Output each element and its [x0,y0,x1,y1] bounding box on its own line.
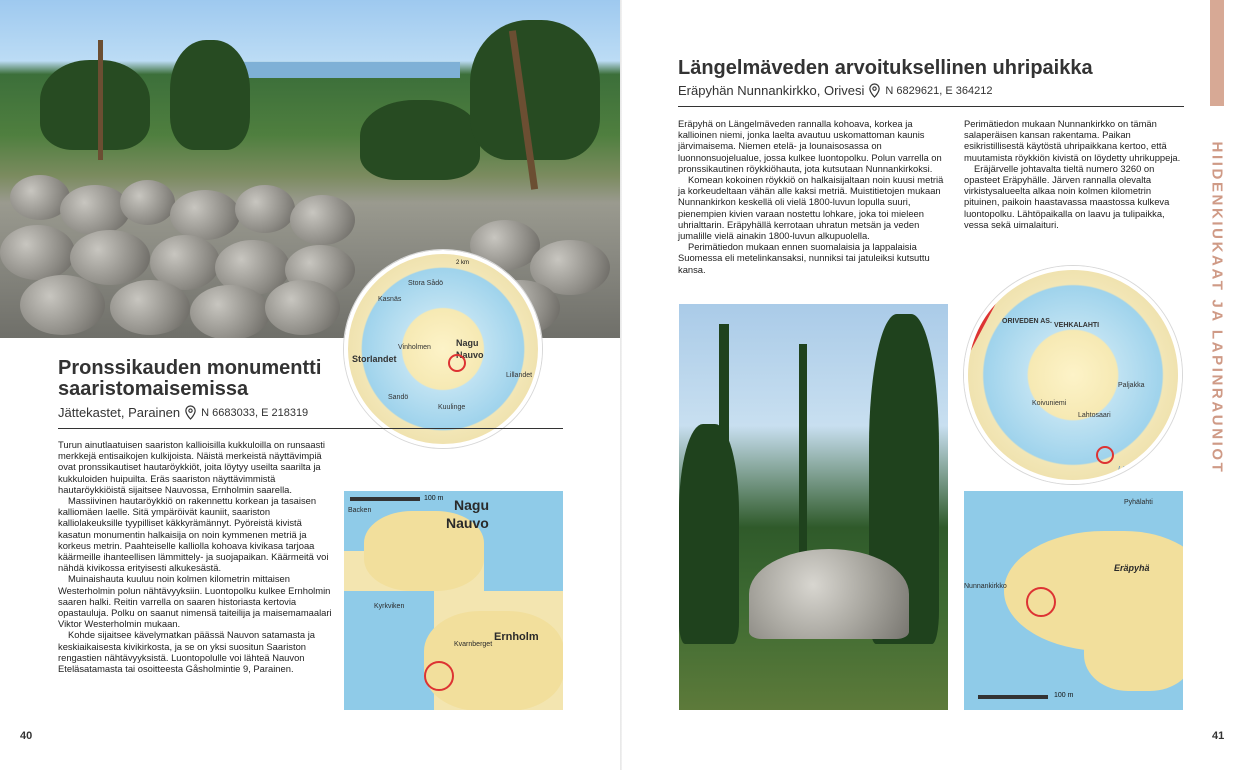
article-body-col2 [964,118,1184,230]
map-scale-label: 100 m [424,495,444,502]
pine-tree [40,60,150,150]
page-number: 40 [20,730,33,742]
map-place: Nunnankirkko [964,583,1007,590]
divider [678,106,1184,107]
pine-tree [360,100,480,180]
map-place: Nagu [454,497,489,513]
stone-cairn [749,549,909,639]
map-place: Nauvo [446,515,489,531]
pine-tree [470,20,600,160]
map-place: Eräpyhä [1114,563,1150,573]
boulder [70,230,150,285]
right-page [622,0,1244,770]
map-place: Nauvo [456,350,484,360]
forest-cairn-photo [679,304,948,710]
boulder [235,185,295,233]
heading-line: saaristomaisemissa [58,378,249,400]
paragraph: Massiivinen hautaröykkiö on rakennettu korkean ja tasaisen kalliomäen laelle. Sitä ympäröivät kauniit, saariston kalliolakeuksille tyypilliset käkkyrämännyt. Pyöreistä kivistä kasatun monumentin halkaisija on noin kymmenen metriä ja korkeus metrin. Paahteiselle kalliolla kohoava kivikasa tarjoaa käärmeille ihanteellisen lämmittely- ja suojapaikan. Käärmeitä voi nähdä kivikossa erityisesti alkukesästä. [58,495,329,574]
location-line [58,405,308,420]
detail-map-left [344,491,563,710]
map-place: Sandö [388,394,409,401]
boulder [120,180,175,225]
location-circle [1096,446,1114,464]
location-circle [1026,587,1056,617]
boulder [20,275,105,335]
map-place: Kuulinge [438,404,466,411]
paragraph: Eräjärvelle johtavalta tieltä numero 3260 on opasteet Eräpyhälle. Järven rannalla olevalta virkistysalueelta alkaa noin kolmen kilometrin pituinen, paikoin haastavassa maastossa kulkeva luontopolku. Lähtöpaikalla on laavu ja tulipaikka, vessa sekä uimalaituri. [964,162,1170,230]
article-body-col1 [678,118,948,275]
map-place: VEHKALAHTI [1054,322,1100,329]
coordinates: N 6829621, E 364212 [885,84,993,97]
map-place: Stora Sådö [408,280,444,287]
map-place: Lahtosaari [1078,412,1111,419]
boulder [190,285,270,338]
map-place: Kyrkviken [374,603,405,610]
divider [58,428,563,429]
coordinates: N 6683033, E 218319 [201,406,309,419]
section-label [1200,125,1234,490]
map-place: Paljakka [1118,382,1145,389]
map-scale-label: 2 km [456,260,470,266]
article-heading [58,358,338,400]
rock-cairn-photo [0,0,622,338]
paragraph: Perimätiedon mukaan Nunnankirkko on tämän salaperäisen kansan rakentama. Paikan esikristillisestä käytöstä uhripaikkana kertoo, että muutamista röykkiön kivistä on löydetty uhrikuppeja. [964,118,1181,163]
paragraph: Perimätiedon mukaan ennen suomalaisia ja lappalaisia Suomessa eli metelinkansaksi, nunniksi tai jatuleiksi kutsuttu kansa. [678,241,930,275]
heading-line: Pronssikauden monumentti [58,357,322,379]
section-color-bar [1210,0,1224,106]
map-scalebar [350,497,420,501]
boulder [170,190,240,240]
location-name: Eräpyhän Nunnankirkko, Orivesi [678,83,865,98]
paragraph: Muinaishauta kuuluu noin kolmen kilometrin mittaisen Westerholmin polun nähtävyyksiin. Luontopolku kulkee Ernholmin saaren halki. Reitin varrella on saaren historiasta kertovia opastauluja. Polku on saanut nimensä taiteilija ja maisemamaalari Viktor Westerholmin mukaan. [58,573,332,630]
section-label-text: HIIDENKIUKAAT JA LAPINRAUNIOT [1208,141,1226,474]
overview-map-right [964,266,1182,484]
boulder [60,185,130,235]
location-line [678,83,992,98]
paragraph: Turun ainutlaatuisen saariston kallioisilla kukkuloilla on runsaasti merkkejä entisaikojen kulkijoista. Näistä merkeistä näyttävimpiä ovat pronssikautiset hautaröykkiöt, joita löytyy useilta saarilta ja kukkuloiden huipuilta. Eräs saariston näyttävimmistä hautaröykkiöistä sijaitsee Nauvossa, Ernholmin saarella. [58,439,325,495]
overview-map-left [344,250,542,448]
paragraph: Kohde sijaitsee kävelymatkan päässä Nauvon satamasta ja keskiaikaisesta kivikirkosta, ja se on yksi suositun Saariston rengastien nähtävyyksistä. Luontopolulle voi lähteä Nauvon Eteläsatamasta tai osoitteesta Gåsholmintie 9, Parainen. [58,629,316,675]
paragraph: Komean kokoinen röykkiö on halkaisijaltaan noin kuusi metriä ja korkeudeltaan vähän alle kaksi metriä. Muistitietojen mukaan Nunnankirkon keskellä oli vielä 1800-luvun lopulla suuri, pienempien kivien varaan nostettu lohkare, joka toi mieleen uhrialttarin. Eräpyhällä kerrotaan uhratun metsän ja veden jumalille vielä ainakin 1800-luvun alkupuolella. [678,174,944,242]
map-place: Backen [348,507,372,514]
paragraph: Eräpyhä on Längelmäveden rannalla kohoava, korkea ja kallioinen niemi, jonka laelta avautuu uskomattoman kaunis järvimaisema. Niemen etelä- ja lounaisosassa on luonnonsuojelualue, jossa kulkee luontopolku. Polun varrella on pronssikautinen röykkiöhauta, jota kutsutaan Nunnankirkoksi. [678,118,942,174]
article-heading: Längelmäveden arvoituksellinen uhripaikka [678,57,1093,79]
map-place: Koivuniemi [1032,400,1067,407]
map-place: Storlandet [352,354,397,364]
map-place: Pyhälahti [1124,499,1153,506]
main-road [964,270,1012,449]
pine-tree [679,424,739,644]
location-name: Jättekastet, Parainen [58,405,181,420]
boulder [110,280,190,335]
map-pin-icon [184,405,197,420]
detail-map-right [964,491,1183,710]
tree-trunk [98,40,103,160]
boulder [265,280,340,335]
pine-tree [170,40,250,150]
location-circle [448,354,466,372]
map-place: Kvarnberget [454,641,493,648]
map-place: Vinholmen [398,344,431,351]
boulder [0,225,75,280]
sea-area [484,491,563,591]
land-area [1084,601,1183,691]
map-scalebar [978,695,1048,699]
map-place: Ernholm [494,631,539,643]
boulder [290,195,355,245]
sea-background [240,62,460,78]
map-scale-label: 100 m [1054,692,1074,699]
map-place: Lillandet [506,372,533,379]
page-number: 41 [1212,730,1225,742]
article-body [58,439,336,674]
map-place: Nagu [456,338,479,348]
location-circle [424,661,454,691]
map-place: ORIVEDEN AS. [1002,318,1052,325]
map-place: Längelmävesi [1118,466,1162,473]
map-pin-icon [868,83,881,98]
land-area [424,611,563,710]
map-place: Kasnäs [378,296,402,303]
